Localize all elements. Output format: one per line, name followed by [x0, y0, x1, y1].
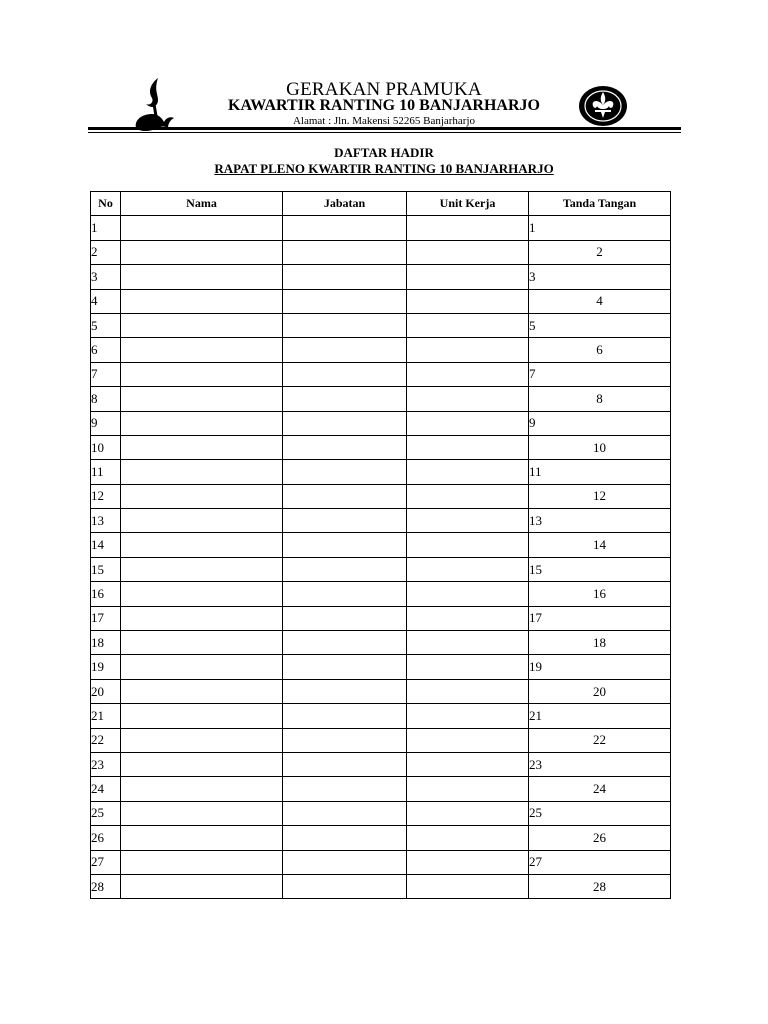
nama-cell[interactable]	[121, 338, 283, 362]
nama-cell[interactable]	[121, 387, 283, 411]
signature-cell[interactable]: 5	[529, 313, 671, 337]
nama-cell[interactable]	[121, 728, 283, 752]
signature-cell[interactable]: 22	[529, 728, 671, 752]
jabatan-cell[interactable]	[283, 460, 407, 484]
signature-cell[interactable]: 28	[529, 874, 671, 898]
table-row	[91, 411, 671, 435]
nama-cell[interactable]	[121, 631, 283, 655]
row-number: 20	[91, 679, 121, 703]
table-row	[91, 777, 671, 801]
jabatan-cell[interactable]	[283, 582, 407, 606]
nama-cell[interactable]	[121, 265, 283, 289]
signature-cell[interactable]: 16	[529, 582, 671, 606]
unit-kerja-cell[interactable]	[407, 313, 529, 337]
unit-kerja-cell[interactable]	[407, 289, 529, 313]
nama-cell[interactable]	[121, 460, 283, 484]
jabatan-cell[interactable]	[283, 509, 407, 533]
table-row	[91, 240, 671, 264]
signature-cell[interactable]: 1	[529, 216, 671, 240]
row-number: 28	[91, 874, 121, 898]
jabatan-cell[interactable]	[283, 679, 407, 703]
jabatan-cell[interactable]	[283, 265, 407, 289]
table-row	[91, 533, 671, 557]
table-row	[91, 216, 671, 240]
unit-kerja-cell[interactable]	[407, 557, 529, 581]
jabatan-cell[interactable]	[283, 874, 407, 898]
row-number: 3	[91, 265, 121, 289]
attendance-table	[90, 191, 671, 899]
nama-cell[interactable]	[121, 655, 283, 679]
table-row	[91, 362, 671, 386]
unit-kerja-cell[interactable]	[407, 704, 529, 728]
signature-cell[interactable]: 26	[529, 826, 671, 850]
signature-cell[interactable]: 8	[529, 387, 671, 411]
nama-cell[interactable]	[121, 362, 283, 386]
row-number: 26	[91, 826, 121, 850]
jabatan-cell[interactable]	[283, 752, 407, 776]
unit-kerja-cell[interactable]	[407, 728, 529, 752]
row-number: 8	[91, 387, 121, 411]
jabatan-cell[interactable]	[283, 826, 407, 850]
nama-cell[interactable]	[121, 777, 283, 801]
jabatan-cell[interactable]	[283, 728, 407, 752]
document-subtitle: RAPAT PLENO KWARTIR RANTING 10 BANJARHARJO	[214, 161, 554, 176]
unit-kerja-cell[interactable]	[407, 582, 529, 606]
signature-cell[interactable]: 11	[529, 460, 671, 484]
signature-cell[interactable]: 9	[529, 411, 671, 435]
jabatan-cell[interactable]	[283, 484, 407, 508]
unit-kerja-cell[interactable]	[407, 874, 529, 898]
row-number: 9	[91, 411, 121, 435]
row-number: 18	[91, 631, 121, 655]
nama-cell[interactable]	[121, 826, 283, 850]
jabatan-cell[interactable]	[283, 704, 407, 728]
table-row	[91, 752, 671, 776]
unit-kerja-cell[interactable]	[407, 679, 529, 703]
unit-kerja-cell[interactable]	[407, 801, 529, 825]
jabatan-cell[interactable]	[283, 533, 407, 557]
jabatan-cell[interactable]	[283, 313, 407, 337]
nama-cell[interactable]	[121, 509, 283, 533]
row-number: 1	[91, 216, 121, 240]
signature-cell[interactable]: 17	[529, 606, 671, 630]
row-number: 27	[91, 850, 121, 874]
header-nama: Nama	[121, 192, 283, 216]
row-number: 13	[91, 509, 121, 533]
signature-cell[interactable]: 15	[529, 557, 671, 581]
letterhead-rule-thick	[88, 127, 681, 130]
nama-cell[interactable]	[121, 606, 283, 630]
row-number: 17	[91, 606, 121, 630]
table-row	[91, 289, 671, 313]
row-number: 23	[91, 752, 121, 776]
table-row	[91, 826, 671, 850]
row-number: 2	[91, 240, 121, 264]
unit-kerja-cell[interactable]	[407, 216, 529, 240]
table-row	[91, 557, 671, 581]
table-row	[91, 850, 671, 874]
signature-cell[interactable]: 3	[529, 265, 671, 289]
signature-cell[interactable]: 25	[529, 801, 671, 825]
row-number: 6	[91, 338, 121, 362]
nama-cell[interactable]	[121, 216, 283, 240]
signature-cell[interactable]: 7	[529, 362, 671, 386]
nama-cell[interactable]	[121, 679, 283, 703]
nama-cell[interactable]	[121, 240, 283, 264]
nama-cell[interactable]	[121, 289, 283, 313]
table-row	[91, 606, 671, 630]
unit-kerja-cell[interactable]	[407, 826, 529, 850]
unit-kerja-cell[interactable]	[407, 850, 529, 874]
header-tanda-tangan: Tanda Tangan	[529, 192, 671, 216]
table-header-row	[91, 192, 671, 216]
nama-cell[interactable]	[121, 435, 283, 459]
row-number: 25	[91, 801, 121, 825]
signature-cell[interactable]: 14	[529, 533, 671, 557]
jabatan-cell[interactable]	[283, 289, 407, 313]
jabatan-cell[interactable]	[283, 387, 407, 411]
table-row	[91, 460, 671, 484]
row-number: 16	[91, 582, 121, 606]
jabatan-cell[interactable]	[283, 655, 407, 679]
row-number: 10	[91, 435, 121, 459]
signature-cell[interactable]: 13	[529, 509, 671, 533]
table-row	[91, 484, 671, 508]
unit-kerja-cell[interactable]	[407, 460, 529, 484]
header-no: No	[91, 192, 121, 216]
signature-cell[interactable]: 10	[529, 435, 671, 459]
table-row	[91, 509, 671, 533]
row-number: 11	[91, 460, 121, 484]
signature-cell[interactable]: 20	[529, 679, 671, 703]
row-number: 12	[91, 484, 121, 508]
table-row	[91, 874, 671, 898]
jabatan-cell[interactable]	[283, 240, 407, 264]
table-row	[91, 655, 671, 679]
jabatan-cell[interactable]	[283, 411, 407, 435]
table-row	[91, 265, 671, 289]
jabatan-cell[interactable]	[283, 216, 407, 240]
jabatan-cell[interactable]	[283, 606, 407, 630]
row-number: 14	[91, 533, 121, 557]
nama-cell[interactable]	[121, 752, 283, 776]
table-row	[91, 435, 671, 459]
table-row	[91, 801, 671, 825]
signature-cell[interactable]: 2	[529, 240, 671, 264]
table-row	[91, 338, 671, 362]
table-row	[91, 582, 671, 606]
unit-kerja-cell[interactable]	[407, 752, 529, 776]
letterhead	[0, 0, 768, 140]
row-number: 4	[91, 289, 121, 313]
row-number: 7	[91, 362, 121, 386]
nama-cell[interactable]	[121, 411, 283, 435]
unit-kerja-cell[interactable]	[407, 533, 529, 557]
unit-kerja-cell[interactable]	[407, 240, 529, 264]
signature-cell[interactable]: 24	[529, 777, 671, 801]
nama-cell[interactable]	[121, 801, 283, 825]
unit-kerja-cell[interactable]	[407, 777, 529, 801]
signature-cell[interactable]: 4	[529, 289, 671, 313]
unit-kerja-cell[interactable]	[407, 509, 529, 533]
row-number: 21	[91, 704, 121, 728]
unit-kerja-cell[interactable]	[407, 484, 529, 508]
jabatan-cell[interactable]	[283, 631, 407, 655]
jabatan-cell[interactable]	[283, 362, 407, 386]
jabatan-cell[interactable]	[283, 557, 407, 581]
header-unit-kerja: Unit Kerja	[407, 192, 529, 216]
jabatan-cell[interactable]	[283, 801, 407, 825]
table-row	[91, 728, 671, 752]
unit-kerja-cell[interactable]	[407, 411, 529, 435]
table-row	[91, 704, 671, 728]
signature-cell[interactable]: 21	[529, 704, 671, 728]
signature-cell[interactable]: 6	[529, 338, 671, 362]
nama-cell[interactable]	[121, 557, 283, 581]
letterhead-rule-thin	[88, 132, 681, 133]
signature-cell[interactable]: 19	[529, 655, 671, 679]
unit-kerja-cell[interactable]	[407, 631, 529, 655]
jabatan-cell[interactable]	[283, 777, 407, 801]
document-subtitle-wrap	[0, 161, 768, 177]
unit-kerja-cell[interactable]	[407, 338, 529, 362]
jabatan-cell[interactable]	[283, 435, 407, 459]
unit-kerja-cell[interactable]	[407, 362, 529, 386]
row-number: 24	[91, 777, 121, 801]
table-row	[91, 679, 671, 703]
table-row	[91, 313, 671, 337]
nama-cell[interactable]	[121, 704, 283, 728]
signature-cell[interactable]: 12	[529, 484, 671, 508]
nama-cell[interactable]	[121, 850, 283, 874]
address: Alamat : Jln. Makensi 52265 Banjarharjo	[292, 115, 476, 127]
unit-kerja-cell[interactable]	[407, 387, 529, 411]
nama-cell[interactable]	[121, 484, 283, 508]
header-jabatan: Jabatan	[283, 192, 407, 216]
unit-kerja-cell[interactable]	[407, 435, 529, 459]
row-number: 22	[91, 728, 121, 752]
row-number: 15	[91, 557, 121, 581]
nama-cell[interactable]	[121, 582, 283, 606]
unit-kerja-cell[interactable]	[407, 655, 529, 679]
nama-cell[interactable]	[121, 533, 283, 557]
table-row	[91, 631, 671, 655]
row-number: 19	[91, 655, 121, 679]
table-row	[91, 387, 671, 411]
signature-cell[interactable]: 23	[529, 752, 671, 776]
jabatan-cell[interactable]	[283, 850, 407, 874]
unit-kerja-cell[interactable]	[407, 606, 529, 630]
row-number: 5	[91, 313, 121, 337]
org-name: GERAKAN PRAMUKA	[286, 79, 482, 100]
signature-cell[interactable]: 18	[529, 631, 671, 655]
branch-name: KAWARTIR RANTING 10 BANJARHARJO	[228, 97, 540, 114]
document-title: DAFTAR HADIR	[334, 145, 434, 160]
jabatan-cell[interactable]	[283, 338, 407, 362]
signature-cell[interactable]: 27	[529, 850, 671, 874]
nama-cell[interactable]	[121, 874, 283, 898]
unit-kerja-cell[interactable]	[407, 265, 529, 289]
nama-cell[interactable]	[121, 313, 283, 337]
